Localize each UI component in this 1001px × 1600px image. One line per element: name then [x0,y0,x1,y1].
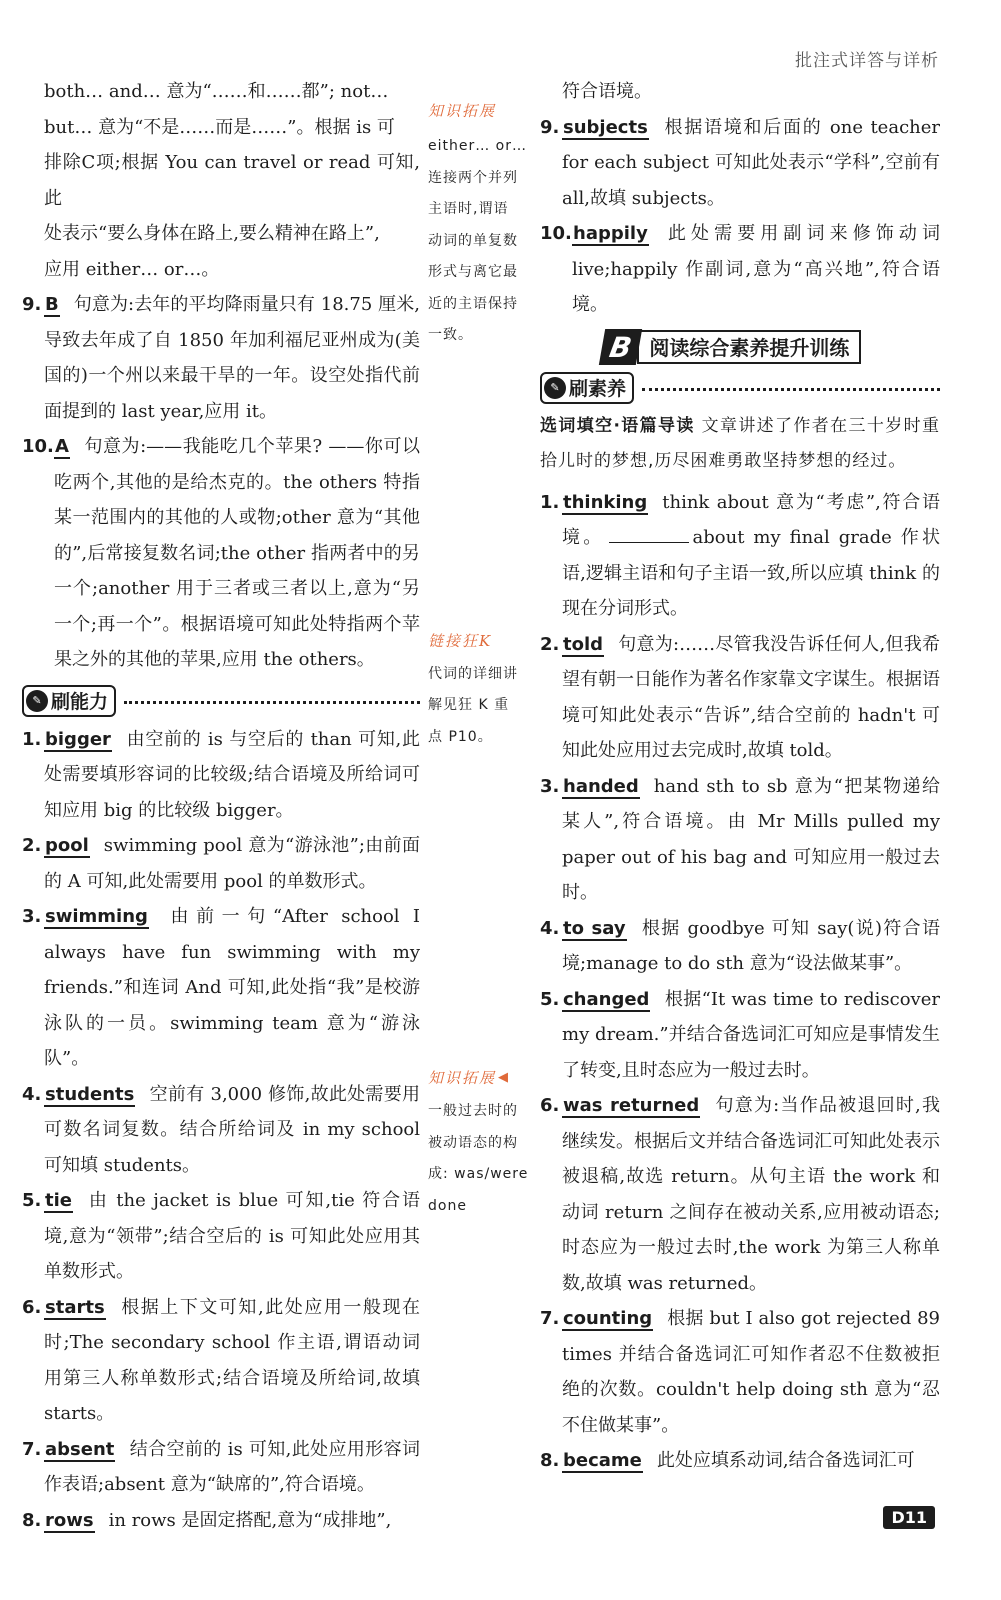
item-number: 5. [540,988,560,1010]
tag-label: 知识拓展 [428,102,497,120]
section-badge [540,372,634,404]
explanation: 空前有 3,000 修饰,故此处需要用可数名词复数。结合所给词及 in my school 可知填 students。 [44,1083,420,1176]
answer-key: happily [573,223,648,244]
item-number: 8. [540,1450,560,1471]
margin-note [428,131,536,352]
section-banner [602,329,940,365]
item-body [44,1432,420,1503]
tag-label: 知识拓展 [428,1069,497,1087]
item-body [44,287,420,429]
margin-note [428,659,536,754]
explanation: think about 意为“考虑”,符合语境。 [562,491,940,548]
section-label: 刷素养 [569,378,627,400]
item-number: 3. [22,906,42,927]
explanation: 由前一句“After school I always have fun swimming with my friends.”和连词 And 可知,此处指“我”是校游泳队的一员。swimming team 意为“游泳队”。 [44,906,420,1069]
answer-item [540,627,940,769]
item-body [44,828,420,899]
right-column [540,74,940,1479]
answer-key: starts [45,1296,105,1318]
banner-letter: B [599,329,643,365]
answer-key: subjects [563,116,648,138]
answer-key: B [45,294,59,315]
explanation: 此处需要用副词来修饰动词 live;happily 作副词,意为“高兴地”,符合语境。 [572,223,940,315]
item-number: 1. [540,491,560,513]
explanation: 句意为:去年的平均降雨量只有 18.75 厘米,导致去年成了自 1850 年加利福尼亚州成为(美国的)一个州以来最干旱的一年。设空处指代前面提到的 last year,应用 it。 [44,294,420,422]
dotted-divider [124,701,420,704]
explanation: 结合空前的 is 可知,此处应用形容词作表语;absent 意为“缺席的”,符合语境。 [44,1438,420,1495]
answer-key: changed [563,988,650,1010]
explanation: 由 the jacket is blue 可知,tie 符合语境,意为“领带”;结合空后的 is 可知此处应用其单数形式。 [44,1190,420,1282]
item-number: 5. [22,1190,42,1211]
item-body [562,110,940,217]
answer-item [22,287,420,429]
note-line: 一般过去时的 [428,1103,518,1119]
continuation-text [22,74,420,287]
page-number: D11 [883,1506,935,1529]
item-number: 7. [22,1438,42,1460]
note-line: 成: was/were [428,1166,529,1182]
section-header [540,371,940,405]
answer-item [540,216,940,323]
item-body [562,769,940,911]
answer-item [22,1183,420,1290]
answer-key: thinking [563,491,648,513]
explanation: hand sth to sb 意为“把某物递给某人”,符合语境。由 Mr Mills pulled my paper out of his bag and 可知应用一般过去时。 [562,775,940,903]
brush-icon: ✎ [544,377,566,399]
item-body [562,982,940,1089]
answer-key: A [55,436,69,457]
explanation: 根据语境和后面的 one teacher for each subject 可知此处表示“学科”,空前有 all,故填 subjects。 [562,116,940,209]
text-line: 处表示“要么身体在路上,要么精神在路上”, [44,223,380,244]
item-body [562,627,940,769]
answer-key: students [45,1083,135,1105]
explanation: 此处应填系动词,结合备选词汇可 [656,1450,915,1471]
answer-key: counting [563,1308,653,1329]
answer-key: to say [563,917,626,939]
note-line: 形式与离它最 [428,264,518,280]
answer-item [22,1503,420,1539]
explanation: 句意为:……尽管我没告诉任何人,但我希望有朝一日能作为著名作家靠文字谋生。根据语境可知此处表示“告诉”,结合空前的 hadn't 可知此处应用过去完成时,故填 told。 [562,633,940,761]
explanation: 根据“It was time to rediscover my dream.”并结合备选词汇可知应是事情发生了转变,且时态应为一般过去时。 [562,988,940,1081]
explanation: in rows 是固定搭配,意为“成排地”, [108,1509,392,1531]
answer-key: told [563,633,604,655]
reading-guide [540,409,940,479]
item-body [562,1443,940,1479]
answer-item [22,1432,420,1503]
item-body [562,911,940,982]
item-body [44,1183,420,1290]
margin-tag [428,1067,536,1088]
dotted-divider [642,388,940,391]
note-line: 被动语态的构 [428,1134,518,1151]
item-number: 4. [22,1083,42,1105]
text-line: both… and… 意为“……和……都”; not… [44,81,389,102]
answer-item [540,1443,940,1479]
margin-note [428,1096,536,1222]
answer-item [540,1088,940,1301]
item-number: 4. [540,917,560,939]
answer-key: absent [45,1438,115,1460]
answer-key: was returned [563,1095,700,1116]
margin-tag [428,100,536,121]
explanation: 由空前的 is 与空后的 than 可知,此处需要填形容词的比较级;结合语境及所给词可知应用 big 的比较级 bigger。 [44,728,420,821]
text-line: 排除C项;根据 You can travel or read 可知,此 [44,152,420,209]
note-line: 代词的详细讲 [428,665,518,682]
item-number: 10. [540,223,572,244]
text-line: 应用 either… or…。 [44,258,220,280]
explanation: 句意为:——我能吃几个苹果? ——你可以吃两个,其他的是给杰克的。the others 特指某一范围内的其他的人或物;other 意为“其他的”,后常接复数名词;the other 指两者中的另一个;another 用于三者或三者以上,意为“另一个;再一个”。根据语境可知此处特指两个苹果之外的其他的苹果,应用 the others。 [54,436,420,670]
item-body [44,722,420,829]
section-label: 刷能力 [51,691,109,713]
brush-icon: ✎ [26,690,48,712]
answer-item [540,1301,940,1443]
item-number: 9. [22,294,42,315]
answer-item [540,110,940,217]
guide-label: 选词填空·语篇导读 [540,415,695,436]
answer-item [22,722,420,829]
note-line: 近的主语保持 [428,295,518,312]
answer-key: handed [563,775,639,797]
note-line: done [428,1197,467,1214]
guide-text: 文章讲述了作者在三十岁时重拾儿时的梦想,历尽困难勇敢坚持梦想的经过。 [540,415,941,471]
explanation: 根据 goodbye 可知 say(说)符合语境;manage to do sth 意为“设法做某事”。 [562,917,940,974]
continuation-text: 符合语境。 [562,81,652,102]
item-number: 2. [22,835,42,856]
item-body [562,1088,940,1301]
item-number: 1. [22,728,42,750]
answer-key: became [563,1450,642,1471]
item-body [44,1503,420,1539]
note-line: either… or… [428,138,528,154]
tag-label: 链接狂K [428,631,493,650]
text-line: but… 意为“不是……而是……”。根据 is 可 [44,116,395,138]
note-line: 主语时,谓语 [428,201,509,217]
explanation: 根据 but I also got rejected 89 times 并结合备选词汇可知作者忍不住数被拒绝的次数。couldn't help doing sth 意为“忍不住做某事”。 [562,1308,940,1436]
item-number: 9. [540,116,560,138]
note-line: 点 P10。 [428,728,493,745]
left-column [22,74,420,1538]
item-body [572,216,940,323]
item-body [44,899,420,1077]
answer-item [22,899,420,1077]
explanation: 根据上下文可知,此处应用一般现在时;The secondary school 作主语,谓语动词用第三人称单数形式;结合语境及所给词,故填 starts。 [44,1296,420,1424]
item-body [44,1077,420,1184]
answer-item [540,982,940,1089]
item-body [562,485,940,627]
section-header [22,684,420,718]
answer-item [22,429,420,678]
item-number: 10. [22,436,54,457]
answer-item [540,911,940,982]
note-line: 解见狂 K 重 [428,697,510,713]
blank-line [609,542,689,543]
note-line: 动词的单复数 [428,232,518,249]
answer-item [22,1290,420,1432]
note-line: 一致。 [428,327,473,343]
answer-key: swimming [45,906,148,927]
explanation: about my final grade 作状语,逻辑主语和句子主语一致,所以应填 think 的现在分词形式。 [562,527,940,619]
answer-key: tie [45,1190,72,1211]
answer-key: bigger [45,728,111,750]
note-line: 连接两个并列 [428,169,518,186]
item-number: 3. [540,775,560,797]
banner-title: 阅读综合素养提升训练 [637,330,861,364]
item-body [54,429,420,678]
item-number: 7. [540,1308,560,1329]
answer-key: rows [45,1509,94,1531]
answer-item [540,485,940,627]
item-number: 6. [540,1095,560,1116]
item-body [44,1290,420,1432]
explanation: 句意为:当作品被退回时,我继续发。根据后文并结合备选词汇可知此处表示被退稿,故选 return。从句主语 the work 和动词 return 之间存在被动关系,应用被动语态;时态应为一般过去时,the work 为第三人称单数,故填 was returned。 [562,1095,940,1294]
answer-item [540,769,940,911]
item-number: 8. [22,1509,42,1531]
margin-notes [428,100,536,1222]
answer-key: pool [45,835,89,856]
item-body [562,1301,940,1443]
section-badge [22,685,116,717]
item-number: 6. [22,1296,42,1318]
answer-item [22,1077,420,1184]
item-number: 2. [540,633,560,655]
explanation: swimming pool 意为“游泳池”;由前面的 A 可知,此处需要用 pool 的单数形式。 [44,835,420,892]
arrow-left-icon: ◀ [498,1070,509,1085]
margin-tag [428,630,536,651]
page-header: 批注式详答与详析 [795,51,939,71]
answer-item [22,828,420,899]
